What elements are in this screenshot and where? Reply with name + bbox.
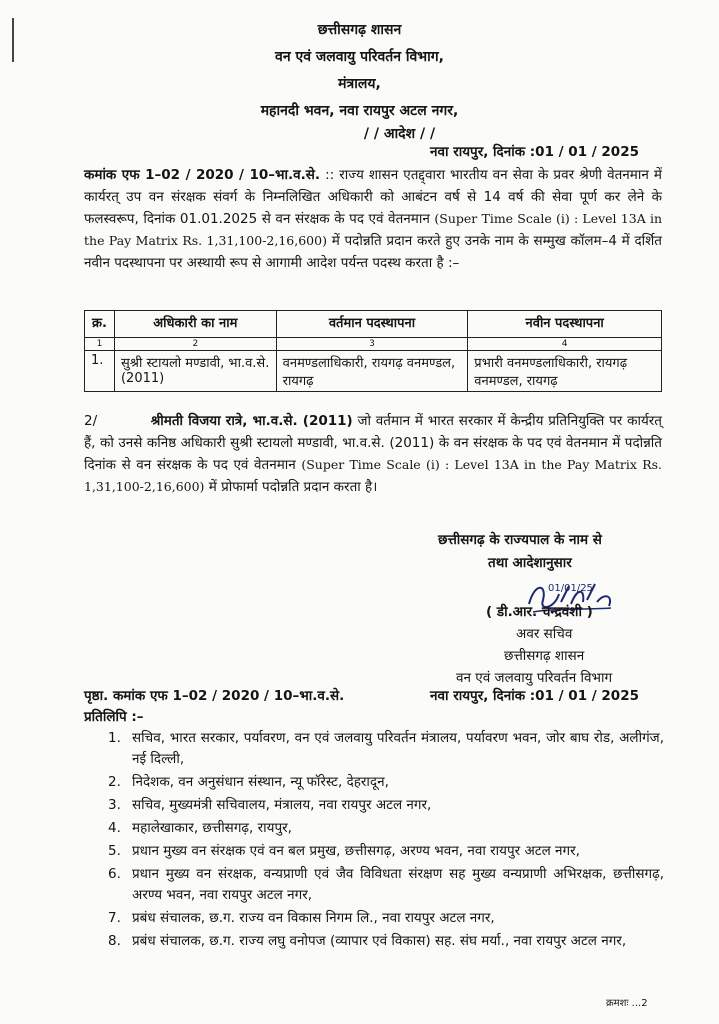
list-item: [108, 818, 664, 839]
list-item-text: निदेशक, वन अनुसंधान संस्थान, न्यू फॉरेस्ट, देहरादून,: [132, 774, 389, 790]
order-title: / / आदेश / /: [363, 126, 436, 142]
list-item: [108, 841, 664, 862]
header-department: वन एवं जलवायु परिवर्तन विभाग,: [275, 49, 444, 65]
list-item-number: 1.: [108, 730, 121, 746]
order-paragraph: [84, 164, 662, 274]
list-item-number: 5.: [108, 843, 121, 859]
list-item: [108, 908, 664, 929]
list-item-text: महालेखाकार, छत्तीसगढ़, रायपुर,: [132, 820, 292, 836]
col-number: 3: [276, 338, 468, 351]
list-item-text: सचिव, मुख्यमंत्री सचिवालय, मंत्रालय, नवा रायपुर अटल नगर,: [132, 797, 432, 813]
list-item: [108, 728, 664, 770]
col-number: 1: [85, 338, 115, 351]
header-government: छत्तीसगढ़ शासन: [317, 22, 402, 38]
order-text-2: में पदोन्नति प्रदान करते हुए उनके नाम के सम्मुख कॉलम–4 में दर्शित नवीन पदस्थापना पर अस्थायी रूप से आगामी आदेश पर्यन्त पदस्थ करता है :–: [84, 233, 662, 271]
table-header-row: [85, 311, 662, 338]
header-ministry: मंत्रालय,: [338, 76, 381, 92]
cell-sr: 1.: [85, 351, 115, 392]
copy-to-label: प्रतिलिपि :–: [84, 709, 144, 725]
list-item-text: प्रधान मुख्य वन संरक्षक एवं वन बल प्रमुख, छत्तीसगढ़, अरण्य भवन, नवा रायपुर अटल नगर,: [132, 843, 580, 859]
list-item-number: 7.: [108, 910, 121, 926]
list-item-number: 8.: [108, 933, 121, 949]
order-date: नवा रायपुर, दिनांक :01 / 01 / 2025: [430, 144, 639, 160]
list-item-number: 6.: [108, 866, 121, 882]
table-column-number-row: [85, 338, 662, 351]
signature-order-line: तथा आदेशानुसार: [488, 555, 572, 571]
col-header-current: वर्तमान पदस्थापना: [276, 311, 468, 338]
col-header-new: नवीन पदस्थापना: [468, 311, 662, 338]
cell-current-posting: वनमण्डलाधिकारी, रायगढ़ वनमण्डल, रायगढ़: [276, 351, 468, 392]
cell-officer-name: सुश्री स्टायलो मण्डावी, भा.व.से. (2011): [114, 351, 276, 392]
order-ref-no: कमांक एफ 1–02 / 2020 / 10–भा.व.से.: [84, 167, 320, 183]
paragraph-2-text-2: में प्रोफार्मा पदोन्नति प्रदान करता है।: [208, 479, 378, 495]
list-item-text: प्रबंध संचालक, छ.ग. राज्य वन विकास निगम लि., नवा रायपुर अटल नगर,: [132, 910, 495, 926]
col-header-sr: क्र.: [85, 311, 115, 338]
list-item-number: 3.: [108, 797, 121, 813]
col-number: 4: [468, 338, 662, 351]
signatory-org: छत्तीसगढ़ शासन: [504, 648, 585, 664]
continued-marker: क्रमशः ...2: [606, 998, 648, 1009]
paragraph-2-number: 2/: [84, 413, 98, 429]
cell-new-posting: प्रभारी वनमण्डलाधिकारी, रायगढ़ वनमण्डल, रायगढ़: [468, 351, 662, 392]
endorsement-date: नवा रायपुर, दिनांक :01 / 01 / 2025: [430, 688, 639, 704]
list-item: [108, 772, 664, 793]
signature-initials-date: 01/01/25: [548, 583, 593, 594]
paragraph-2-text-1: जो वर्तमान में भारत सरकार में केन्द्रीय प्रतिनियुक्ति पर कार्यरत् हैं, को उनसे कनिष्ठ अधिकारी सुश्री स्टायलो मण्डावी, भा.व.से. (2011) के वन संरक्षक के पद एवं वेतनमान में पदोन्नति दिनांक से वन संरक्षक के पद एवं वेतनमान: [84, 413, 662, 473]
list-item-text: सचिव, भारत सरकार, पर्यावरण, वन एवं जलवायु परिवर्तन मंत्रालय, पर्यावरण भवन, जोर बाघ रोड, अलीगंज, नई दिल्ली,: [132, 730, 664, 767]
list-item-text: प्रधान मुख्य वन संरक्षक, वन्यप्राणी एवं जैव विविधता संरक्षण सह मुख्य वन्यप्राणी अभिरक्षक, छत्तीसगढ़, अरण्य भवन, नवा रायपुर अटल नगर,: [132, 866, 664, 903]
order-pay-scale: (Super Time Scale (i) : Level 13A in the Pay Matrix Rs. 1,31,100-2,16,600): [84, 211, 662, 248]
paragraph-2-officer: श्रीमती विजया रात्रे, भा.व.से. (2011): [150, 413, 353, 429]
signatory-dept: वन एवं जलवायु परिवर्तन विभाग: [456, 670, 613, 686]
signatory-designation: अवर सचिव: [516, 626, 573, 642]
table-row: [85, 351, 662, 392]
paragraph-2: [84, 410, 662, 498]
col-header-name: अधिकारी का नाम: [114, 311, 276, 338]
header-address: महानदी भवन, नवा रायपुर अटल नगर,: [260, 103, 459, 119]
list-item: [108, 795, 664, 816]
paragraph-2-pay-scale: (Super Time Scale (i) : Level 13A in the Pay Matrix Rs. 1,31,100-2,16,600): [84, 457, 663, 494]
list-item-number: 4.: [108, 820, 121, 836]
signatory-name: ( डी.आर. चन्द्रवंशी ): [486, 604, 593, 620]
list-item: [108, 864, 664, 906]
signature-governor-line: छत्तीसगढ़ के राज्यपाल के नाम से: [438, 532, 602, 548]
col-number: 2: [114, 338, 276, 351]
list-item-number: 2.: [108, 774, 121, 790]
list-item-text: प्रबंध संचालक, छ.ग. राज्य लघु वनोपज (व्यापार एवं विकास) सह. संघ मर्या., नवा रायपुर अटल नगर,: [132, 933, 627, 949]
copy-to-list: [108, 728, 664, 954]
order-text-1: :: राज्य शासन एतद्द्वारा भारतीय वन सेवा के प्रवर श्रेणी वेतनमान में कार्यरत् उप वन संरक्षक संवर्ग के निम्नलिखित अधिकारी को आबंटन वर्ष से 14 वर्ष की सेवा पूर्ण कर लेने के फलस्वरूप, दिनांक 01.01.2025 से वन संरक्षक के पद एवं वेतनमान: [84, 167, 662, 227]
list-item: [108, 931, 664, 952]
endorsement-ref-no: पृष्ठा. कमांक एफ 1–02 / 2020 / 10–भा.व.से.: [84, 688, 345, 704]
allocation-table: [84, 310, 662, 392]
